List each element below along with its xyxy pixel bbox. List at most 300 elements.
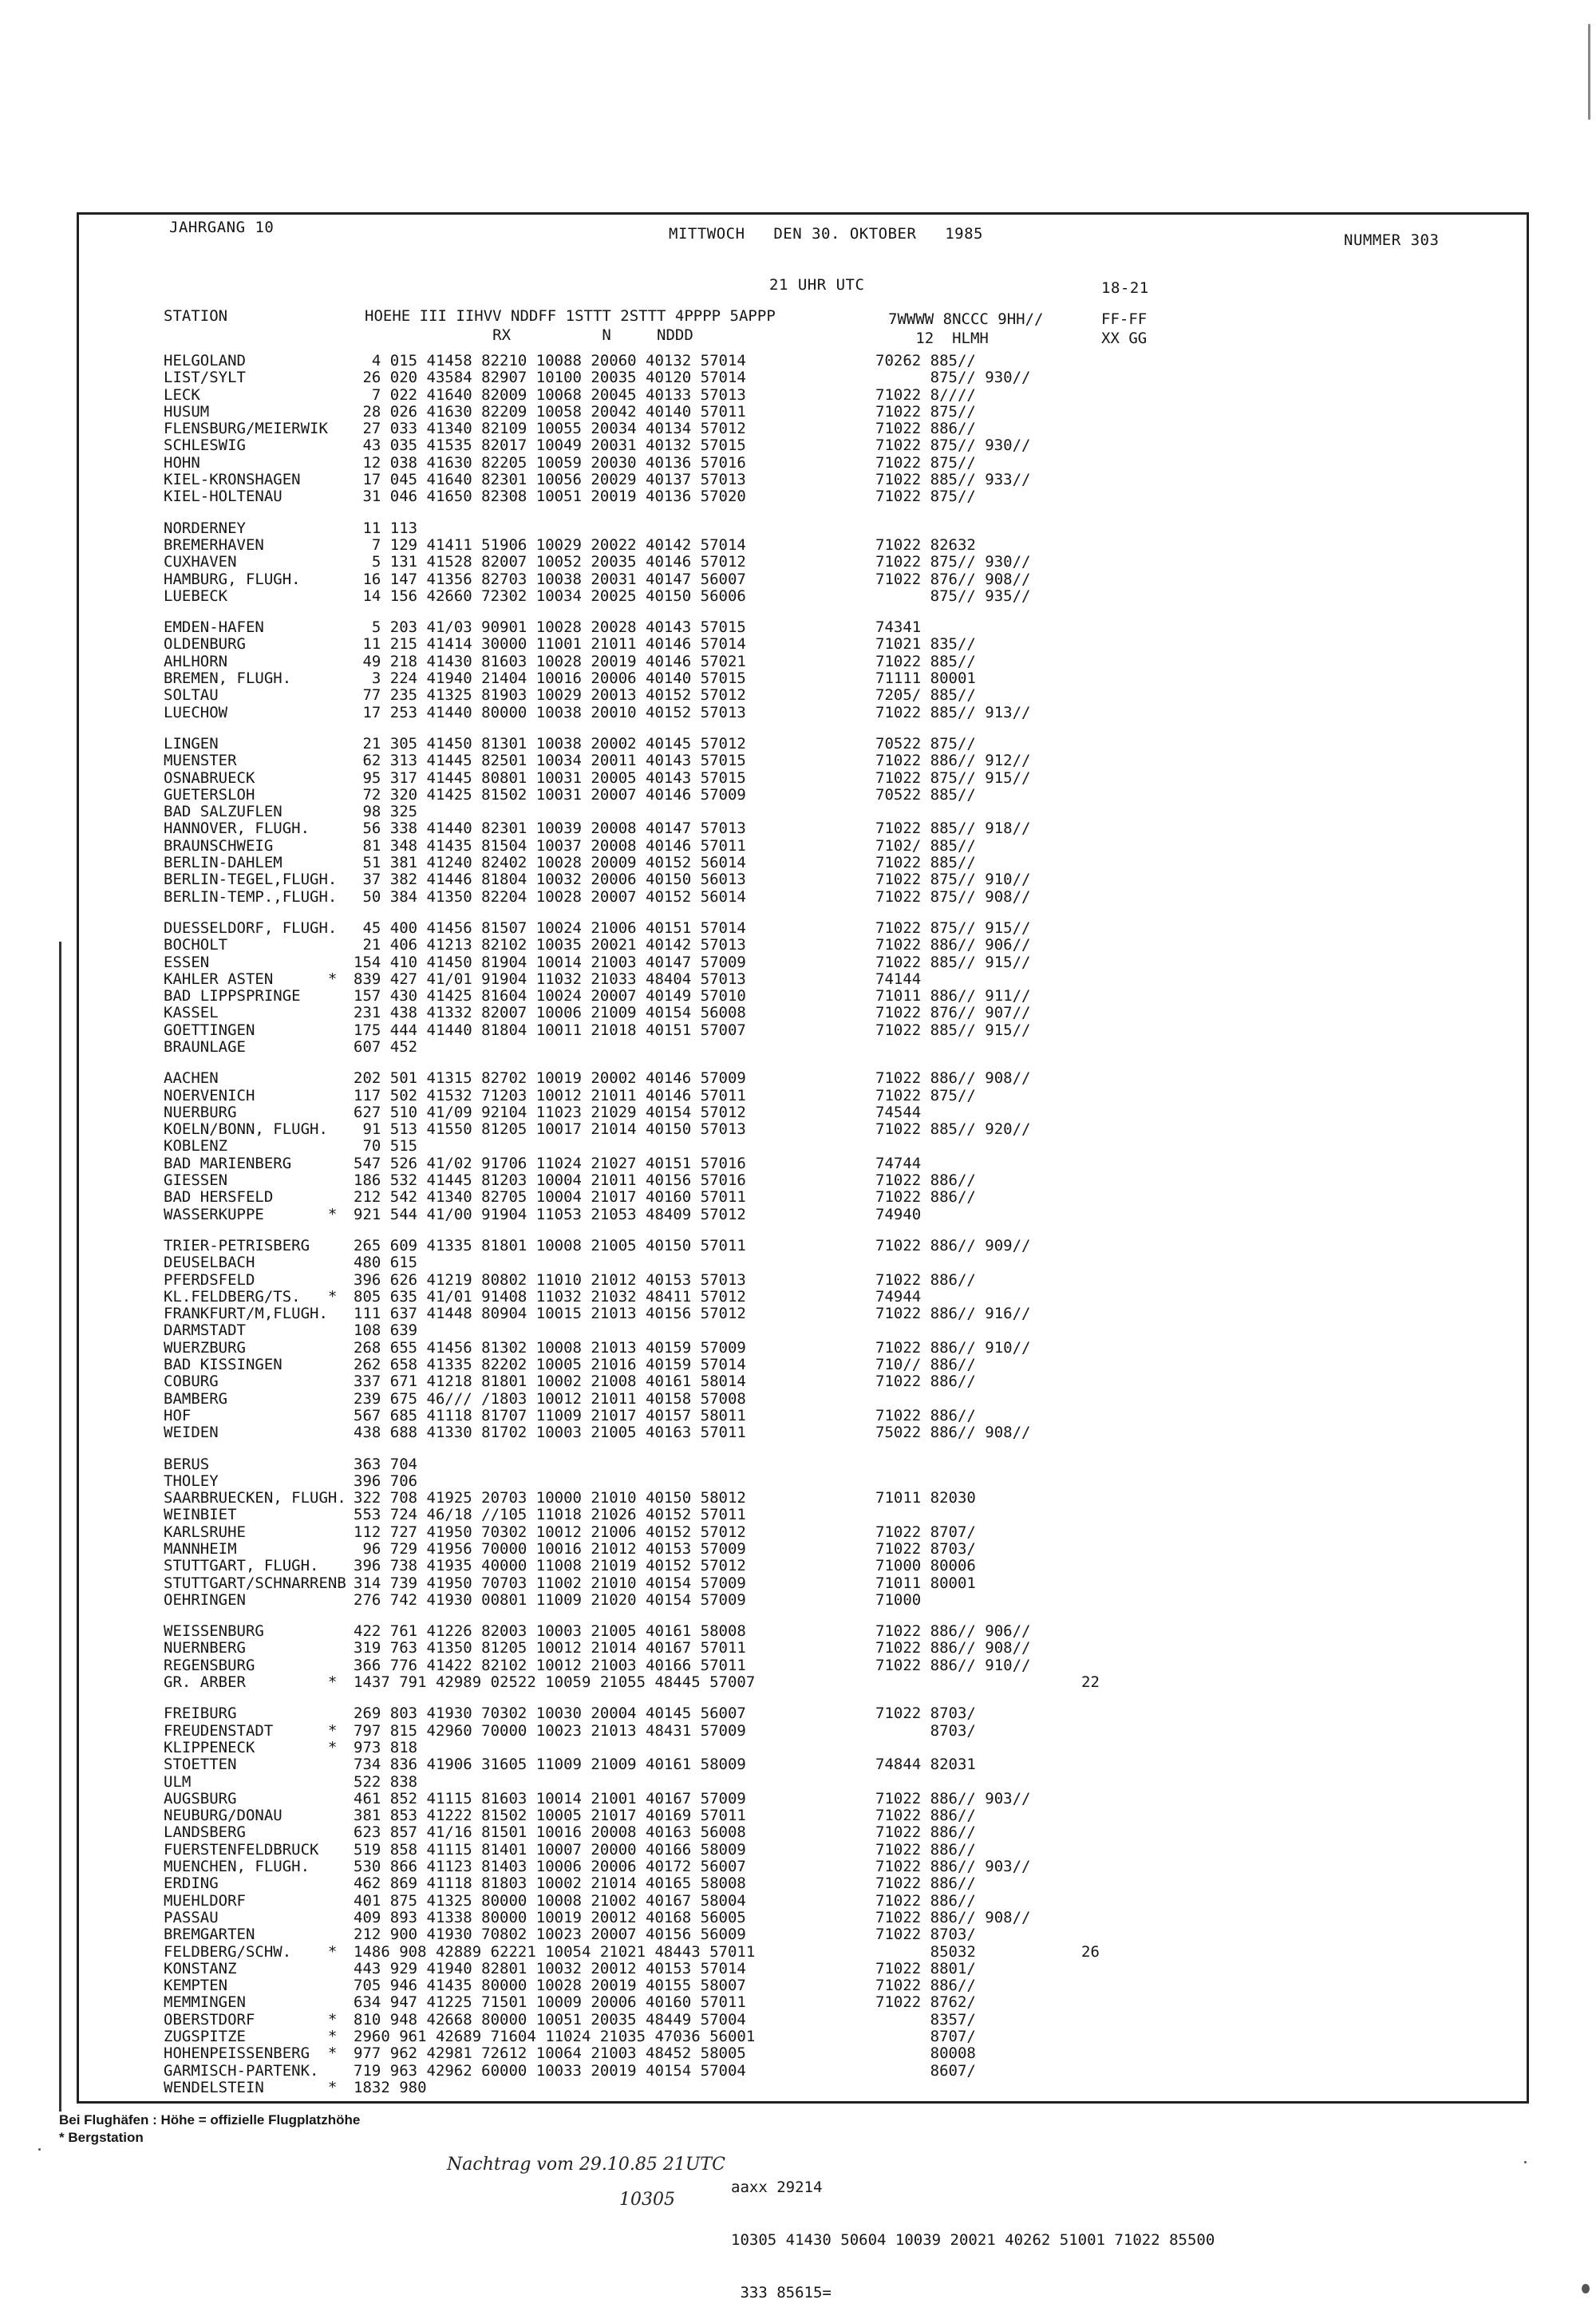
station-name: WENDELSTEIN * [164,2078,338,2096]
station-name: OEHRINGEN [164,1590,246,1609]
synop-groups: 91 513 41550 81205 10017 21014 40150 57013 [354,1120,746,1139]
extended-groups: 71022 876// 907// [875,1004,1031,1022]
station-name: TRIER-PETRISBERG [164,1236,310,1254]
extended-groups: 80008 [875,2044,976,2063]
synop-groups: 462 869 41118 81803 10002 21014 40165 58008 [354,1875,746,1893]
synop-groups: 157 430 41425 81604 10024 20007 40149 57010 [354,987,746,1005]
extended-groups: 71022 875// [875,453,976,472]
synop-groups: 265 609 41335 81801 10008 21005 40150 57011 [354,1236,746,1254]
station-name: DEUSELBACH [164,1254,255,1272]
station-name: KOELN/BONN, FLUGH. [164,1120,328,1139]
station-name: BREMGARTEN [164,1926,255,1944]
synop-groups: 396 626 41219 80802 11010 21012 40153 57013 [354,1270,746,1289]
synop-groups: 11 113 [354,519,418,537]
station-name: GOETTINGEN [164,1021,255,1039]
extended-groups: 71022 886// 906// [875,1622,1031,1641]
synop-groups: 3 224 41940 21404 10016 20006 40140 57015 [354,670,746,688]
extended-groups: 71022 82632 [875,535,976,554]
extended-groups: 71022 886// [875,1807,976,1825]
synop-groups: 239 675 46/// /1803 10012 21011 40158 57008 [354,1389,746,1408]
extended-groups: 71022 8//// [875,385,976,404]
extended-groups: 71022 875// 915// [875,768,1031,787]
synop-groups: 314 739 41950 70703 11002 21010 40154 57009 [354,1574,746,1592]
station-name: BAD MARIENBERG [164,1154,292,1172]
synop-groups: 634 947 41225 71501 10009 20006 40160 57011 [354,1993,746,2012]
synop-groups: 519 858 41115 81401 10007 20000 40166 58009 [354,1840,746,1859]
synop-groups: 7 022 41640 82009 10068 20045 40133 57013 [354,385,746,404]
extended-groups: 71011 82030 [875,1489,976,1507]
footnote-mountain-station: * Bergstation [59,2130,144,2145]
synop-groups: 1486 908 42889 62221 10054 21021 48443 57011 [354,1942,756,1961]
extended-groups: 71022 8703/ [875,1705,976,1723]
synop-groups: 111 637 41448 80904 10015 21013 40156 57012 [354,1305,746,1323]
synop-groups: 81 348 41435 81504 10037 20008 40146 57011 [354,836,746,855]
extended-groups: 71000 80006 [875,1557,976,1575]
synop-groups: 522 838 [354,1772,418,1791]
station-name: GIESSEN [164,1171,228,1190]
extended-groups: 71022 8801/ [875,1959,976,1977]
synop-groups: 112 727 41950 70302 10012 21006 40152 57012 [354,1523,746,1541]
extended-groups: 875// 930// [875,369,1031,387]
synop-groups: 154 410 41450 81904 10014 21003 40147 57009 [354,953,746,971]
station-name: OSNABRUECK [164,768,255,787]
extended-groups: 71022 886// 910// [875,1656,1031,1674]
extended-groups: 71022 886// [875,1373,976,1391]
report-date: MITTWOCH DEN 30. OKTOBER 1985 [669,225,983,243]
synop-groups: 72 320 41425 81502 10031 20007 40146 57009 [354,785,746,804]
station-name: BOCHOLT [164,936,228,954]
station-name: NUERNBERG [164,1639,246,1657]
synop-groups: 734 836 41906 31605 11009 21009 40161 58009 [354,1756,746,1774]
scan-speck [1524,2161,1527,2163]
extended-groups: 71022 886// 908// [875,1908,1031,1926]
station-name: LINGEN [164,734,219,753]
station-name: GUETERSLOH [164,785,255,804]
extended-groups: 74844 82031 [875,1756,976,1774]
synop-groups: 96 729 41956 70000 10016 21012 40153 57009 [354,1540,746,1558]
synop-groups: 98 325 [354,803,418,821]
extended-groups: 71022 886// 903// [875,1858,1031,1876]
synop-groups: 28 026 41630 82209 10058 20042 40140 57011 [354,402,746,421]
extended-groups: 71022 875// [875,1086,976,1104]
station-name: HUSUM [164,402,210,421]
footnote-airport-height: Bei Flughäfen : Höhe = offizielle Flugplatzhöhe [59,2112,361,2127]
synop-groups: 186 532 41445 81203 10004 21011 40156 57016 [354,1171,746,1190]
synop-groups: 262 658 41335 82202 10005 21016 40159 57014 [354,1356,746,1374]
synop-groups: 810 948 42668 80000 10051 20035 48449 57004 [354,2010,746,2029]
station-name: WEIDEN [164,1424,219,1442]
extended-groups: 74940 [875,1205,922,1223]
station-name: OLDENBURG [164,635,246,654]
synop-groups: 805 635 41/01 91408 11032 21032 48411 57012 [354,1287,746,1306]
station-name: KIEL-HOLTENAU [164,488,282,506]
station-name: SCHLESWIG [164,437,246,455]
extended-groups: 71022 875// 930// [875,437,1031,455]
synop-groups: 49 218 41430 81603 10028 20019 40146 57021 [354,652,746,670]
synop-groups: 12 038 41630 82205 10059 20030 40136 57016 [354,453,746,472]
station-name: EMDEN-HAFEN [164,618,264,637]
extended-groups: 71022 886// [875,1406,976,1424]
station-name: HOHN [164,453,200,472]
report-frame [77,212,1529,2104]
synop-groups: 5 131 41528 82007 10052 20035 40146 57012 [354,553,746,571]
extended-groups: 71022 8707/ [875,1523,976,1541]
synop-groups: 268 655 41456 81302 10008 21013 40159 57009 [354,1338,746,1357]
addendum-line-3: 333 85615= [731,2284,832,2301]
addendum-message [731,2143,1215,2319]
extended-groups: 71022 885// 918// [875,820,1031,838]
station-name: THOLEY [164,1472,219,1490]
station-name: STUTTGART, FLUGH. [164,1557,319,1575]
station-name: BAD KISSINGEN [164,1356,282,1374]
station-name: WASSERKUPPE * [164,1205,338,1223]
synop-header-line-2: RX N NDDD [365,326,693,344]
extended-groups: 71022 875// 930// [875,553,1031,571]
station-name: KAHLER ASTEN * [164,970,338,988]
gust-header-line-1: FF-FF [1101,310,1148,328]
station-name: DUESSELDORF, FLUGH. [164,919,338,937]
synop-groups: 607 452 [354,1037,418,1056]
station-name: ERDING [164,1875,219,1893]
synop-groups: 705 946 41435 80000 10028 20019 40155 58007 [354,1977,746,1995]
station-name: MANNHEIM [164,1540,237,1558]
synop-groups: 37 382 41446 81804 10032 20006 40150 56013 [354,871,746,889]
extended-groups: 71022 886// 908// [875,1069,1031,1088]
station-name: KLIPPENECK * [164,1738,338,1756]
station-name: KOBLENZ [164,1137,228,1156]
synop-groups: 17 253 41440 80000 10038 20010 40152 57013 [354,703,746,721]
extended-groups: 71022 886// [875,1823,976,1842]
synop-groups: 547 526 41/02 91706 11024 21027 40151 57016 [354,1154,746,1172]
extended-groups: 71022 886// [875,1977,976,1995]
synop-groups: 396 706 [354,1472,418,1490]
extended-groups: 85032 [875,1942,976,1961]
synop-groups: 212 900 41930 70802 10023 20007 40156 56009 [354,1926,746,1944]
station-name: REGENSBURG [164,1656,255,1674]
synop-groups: 108 639 [354,1321,418,1340]
synop-groups: 212 542 41340 82705 10004 21017 40160 57011 [354,1188,746,1207]
extended-groups: 71021 835// [875,635,976,654]
observation-time: 21 UHR UTC [769,276,865,294]
synop-groups: 409 893 41338 80000 10019 20012 40168 56005 [354,1908,746,1926]
station-name: AACHEN [164,1069,219,1088]
synop-groups: 977 962 42981 72612 10064 21003 48452 58005 [354,2044,746,2063]
extended-groups: 71022 875// [875,402,976,421]
station-name: BAMBERG [164,1389,228,1408]
station-name: MUENCHEN, FLUGH. [164,1858,310,1876]
station-name: FREIBURG [164,1705,237,1723]
station-name: KASSEL [164,1004,219,1022]
extended-groups: 71022 886// 910// [875,1338,1031,1357]
station-name: WUERZBURG [164,1338,246,1357]
gust-window: 18-21 [1101,279,1149,297]
station-name: LANDSBERG [164,1823,246,1842]
gust-value: 22 [1081,1673,1100,1692]
station-name: PASSAU [164,1908,219,1926]
extended-groups: 71022 885// 915// [875,1021,1031,1039]
synop-groups: 17 045 41640 82301 10056 20029 40137 57013 [354,471,746,489]
station-name: MUENSTER [164,752,237,770]
station-name: KARLSRUHE [164,1523,246,1541]
extended-header-line-1: 7WWWW 8NCCC 9HH// [888,310,1044,328]
station-name: BRAUNSCHWEIG [164,836,274,855]
station-name: MUEHLDORF [164,1891,246,1910]
synop-groups: 14 156 42660 72302 10034 20025 40150 56006 [354,587,746,605]
station-name: HAMBURG, FLUGH. [164,570,301,588]
extended-groups: 74744 [875,1154,922,1172]
synop-groups: 117 502 41532 71203 10012 21011 40146 57011 [354,1086,746,1104]
synop-groups: 2960 961 42689 71604 11024 21035 47036 56001 [354,2028,756,2046]
station-name: LUEBECK [164,587,228,605]
synop-groups: 269 803 41930 70302 10030 20004 40145 56007 [354,1705,746,1723]
station-name: KL.FELDBERG/TS. * [164,1287,338,1306]
addendum-line-2: 10305 41430 50604 10039 20021 40262 51001 71022 85500 [731,2231,1215,2249]
station-name: BAD LIPPSPRINGE [164,987,301,1005]
station-column-header: STATION [164,307,228,325]
extended-groups: 71022 875// 915// [875,919,1031,937]
scan-edge-mark [1588,24,1590,120]
extended-groups: 71022 885// 915// [875,953,1031,971]
extended-groups: 875// 935// [875,587,1031,605]
synop-groups: 231 438 41332 82007 10006 21009 40154 56008 [354,1004,746,1022]
station-name: MEMMINGEN [164,1993,246,2012]
station-name: SOLTAU [164,686,219,705]
synop-groups: 363 704 [354,1455,418,1473]
station-name: BRAUNLAGE [164,1037,246,1056]
station-name: FLENSBURG/MEIERWIK [164,420,328,438]
station-name: FUERSTENFELDBRUCK [164,1840,319,1859]
extended-groups: 8607/ [875,2061,976,2080]
handwritten-addendum-label: Nachtrag vom 29.10.85 21UTC [447,2155,725,2175]
extended-groups: 70522 875// [875,734,976,753]
extended-groups: 71022 885// 913// [875,703,1031,721]
synop-groups: 50 384 41350 82204 10028 20007 40152 56014 [354,887,746,906]
handwritten-station-code: 10305 [619,2190,675,2210]
synop-groups: 839 427 41/01 91904 11032 21033 48404 57013 [354,970,746,988]
extended-groups: 8357/ [875,2010,976,2029]
synop-groups: 56 338 41440 82301 10039 20008 40147 57013 [354,820,746,838]
extended-groups: 71022 886// [875,1875,976,1893]
gust-value: 26 [1081,1942,1100,1961]
extended-groups: 71022 886// [875,1188,976,1207]
gust-header-line-2: XX GG [1101,330,1148,347]
scan-speck [1582,2284,1590,2293]
extended-groups: 71022 886// [875,1891,976,1910]
extended-groups: 71022 885// [875,652,976,670]
frame-left-rule [59,942,61,2112]
station-name: DARMSTADT [164,1321,246,1340]
synop-groups: 5 203 41/03 90901 10028 20028 40143 57015 [354,618,746,637]
synop-groups: 443 929 41940 82801 10032 20012 40153 57014 [354,1959,746,1977]
synop-groups: 797 815 42960 70000 10023 21013 48431 57009 [354,1721,746,1740]
extended-groups: 71022 886// 909// [875,1236,1031,1254]
extended-groups: 71022 885// 933// [875,471,1031,489]
extended-groups: 71022 8703/ [875,1926,976,1944]
synop-groups: 7 129 41411 51906 10029 20022 40142 57014 [354,535,746,554]
synop-groups: 319 763 41350 81205 10012 21014 40167 57011 [354,1639,746,1657]
extended-groups: 71022 875// 908// [875,887,1031,906]
station-name: BERLIN-DAHLEM [164,854,282,872]
extended-groups: 71022 885// [875,854,976,872]
station-name: HELGOLAND [164,352,246,369]
station-name: BERLIN-TEGEL,FLUGH. [164,871,338,889]
synop-groups: 4 015 41458 82210 10088 20060 40132 57014 [354,352,746,369]
station-name: LUECHOW [164,703,228,721]
extended-groups: 70262 885// [875,352,976,369]
synop-groups: 62 313 41445 82501 10034 20011 40143 57015 [354,752,746,770]
station-name: BAD SALZUFLEN [164,803,282,821]
extended-groups: 71022 885// 920// [875,1120,1031,1139]
extended-groups: 71022 875// 910// [875,871,1031,889]
synop-groups: 276 742 41930 00801 11009 21020 40154 57009 [354,1590,746,1609]
station-name: STUTTGART/SCHNARRENB [164,1574,346,1592]
synop-groups: 1437 791 42989 02522 10059 21055 48445 57007 [354,1673,756,1692]
station-name: AHLHORN [164,652,228,670]
extended-groups: 71022 886// [875,420,976,438]
synop-groups: 31 046 41650 82308 10051 20019 40136 57020 [354,488,746,506]
synop-groups: 973 818 [354,1738,418,1756]
station-name: ESSEN [164,953,210,971]
synop-groups: 719 963 42962 60000 10033 20019 40154 57004 [354,2061,746,2080]
synop-groups: 553 724 46/18 //105 11018 21026 40152 57011 [354,1506,746,1524]
extended-groups: 71022 886// 906// [875,936,1031,954]
station-name: WEISSENBURG [164,1622,264,1641]
synop-groups: 438 688 41330 81702 10003 21005 40163 57011 [354,1424,746,1442]
synop-groups: 21 305 41450 81301 10038 20002 40145 57012 [354,734,746,753]
synop-groups: 921 544 41/00 91904 11053 21053 48409 57012 [354,1205,746,1223]
extended-groups: 71022 886// [875,1270,976,1289]
station-name: PFERDSFELD [164,1270,255,1289]
station-name: OBERSTDORF * [164,2010,338,2029]
addendum-line-1: aaxx 29214 [731,2179,823,2196]
station-name: SAARBRUECKEN, FLUGH. [164,1489,346,1507]
station-name: ULM [164,1772,192,1791]
extended-groups: 71111 80001 [875,670,976,688]
station-name: KIEL-KRONSHAGEN [164,471,301,489]
synop-groups: 401 875 41325 80000 10008 21002 40167 58004 [354,1891,746,1910]
extended-groups: 71022 886// 908// [875,1639,1031,1657]
footnotes [59,2112,360,2147]
station-name: AUGSBURG [164,1789,237,1807]
extended-header-line-2: 12 HLMH [888,330,989,347]
station-name: BREMERHAVEN [164,535,264,554]
scan-speck [38,2148,41,2151]
synop-groups: 175 444 41440 81804 10011 21018 40151 57007 [354,1021,746,1039]
extended-groups: 71022 886// [875,1840,976,1859]
synop-groups: 16 147 41356 82703 10038 20031 40147 56007 [354,570,746,588]
extended-groups: 71022 886// 903// [875,1789,1031,1807]
extended-groups: 71022 886// [875,1171,976,1190]
synop-groups: 21 406 41213 82102 10035 20021 40142 57013 [354,936,746,954]
jahrgang-label: JAHRGANG 10 [169,219,275,236]
synop-groups: 480 615 [354,1254,418,1272]
extended-groups: 7102/ 885// [875,836,976,855]
extended-groups: 8703/ [875,1721,976,1740]
extended-groups: 71011 886// 911// [875,987,1031,1005]
station-name: CUXHAVEN [164,553,237,571]
extended-groups: 70522 885// [875,785,976,804]
extended-groups: 710// 886// [875,1356,976,1374]
synop-groups: 623 857 41/16 81501 10016 20008 40163 56008 [354,1823,746,1842]
extended-groups: 71000 [875,1590,922,1609]
station-name: NUERBURG [164,1103,237,1121]
station-name: HOHENPEISSENBERG * [164,2044,338,2063]
synop-groups: 567 685 41118 81707 11009 21017 40157 58011 [354,1406,746,1424]
synop-groups: 27 033 41340 82109 10055 20034 40134 57012 [354,420,746,438]
extended-groups: 74944 [875,1287,922,1306]
synop-groups: 95 317 41445 80801 10031 20005 40143 57015 [354,768,746,787]
extended-groups: 74144 [875,970,922,988]
synop-groups: 322 708 41925 20703 10000 21010 40150 58012 [354,1489,746,1507]
station-name: KEMPTEN [164,1977,228,1995]
extended-groups: 74341 [875,618,922,637]
station-name: NEUBURG/DONAU [164,1807,282,1825]
station-name: BERLIN-TEMP.,FLUGH. [164,887,338,906]
issue-number: NUMMER 303 [1344,231,1440,249]
synop-groups: 366 776 41422 82102 10012 21003 40166 57011 [354,1656,746,1674]
extended-groups: 75022 886// 908// [875,1424,1031,1442]
station-name: FRANKFURT/M,FLUGH. [164,1305,328,1323]
synop-groups: 51 381 41240 82402 10028 20009 40152 56014 [354,854,746,872]
synop-groups: 396 738 41935 40000 11008 21019 40152 57012 [354,1557,746,1575]
synop-groups: 422 761 41226 82003 10003 21005 40161 58008 [354,1622,746,1641]
synop-groups: 77 235 41325 81903 10029 20013 40152 57012 [354,686,746,705]
station-name: HANNOVER, FLUGH. [164,820,310,838]
synop-groups: 26 020 43584 82907 10100 20035 40120 57014 [354,369,746,387]
station-name: HOF [164,1406,192,1424]
station-name: BREMEN, FLUGH. [164,670,292,688]
extended-groups: 74544 [875,1103,922,1121]
extended-groups: 71022 886// 916// [875,1305,1031,1323]
station-name: LECK [164,385,200,404]
synop-groups: 43 035 41535 82017 10049 20031 40132 57015 [354,437,746,455]
station-name: GARMISCH-PARTENK. [164,2061,319,2080]
synop-groups: 461 852 41115 81603 10014 21001 40167 57009 [354,1789,746,1807]
extended-groups: 71022 886// 912// [875,752,1031,770]
station-name: GR. ARBER * [164,1673,338,1692]
synop-groups: 202 501 41315 82702 10019 20002 40146 57009 [354,1069,746,1088]
station-name: FELDBERG/SCHW. * [164,1942,338,1961]
station-name: WEINBIET [164,1506,237,1524]
station-name: ZUGSPITZE * [164,2028,338,2046]
synop-groups: 627 510 41/09 92104 11023 21029 40154 57012 [354,1103,746,1121]
extended-groups: 71022 876// 908// [875,570,1031,588]
extended-groups: 71022 8762/ [875,1993,976,2012]
station-name: LIST/SYLT [164,369,246,387]
synop-groups: 381 853 41222 81502 10005 21017 40169 57011 [354,1807,746,1825]
station-name: COBURG [164,1373,219,1391]
synop-groups: 337 671 41218 81801 10002 21008 40161 58014 [354,1373,746,1391]
synop-groups: 530 866 41123 81403 10006 20006 40172 56007 [354,1858,746,1876]
synop-groups: 45 400 41456 81507 10024 21006 40151 57014 [354,919,746,937]
synop-groups: 1832 980 [354,2078,427,2096]
extended-groups: 8707/ [875,2028,976,2046]
extended-groups: 71022 8703/ [875,1540,976,1558]
station-name: NOERVENICH [164,1086,255,1104]
station-name: STOETTEN [164,1756,237,1774]
station-name: KONSTANZ [164,1959,237,1977]
extended-groups: 71011 80001 [875,1574,976,1592]
extended-groups: 71022 875// [875,488,976,506]
station-name: FREUDENSTADT * [164,1721,338,1740]
station-name: BAD HERSFELD [164,1188,274,1207]
extended-groups: 7205/ 885// [875,686,976,705]
synop-groups: 11 215 41414 30000 11001 21011 40146 57014 [354,635,746,654]
station-name: BERUS [164,1455,210,1473]
station-name: NORDERNEY [164,519,246,537]
synop-groups: 70 515 [354,1137,418,1156]
synop-header-line-1: HOEHE III IIHVV NDDFF 1STTT 2STTT 4PPPP 5APPP [365,307,776,325]
